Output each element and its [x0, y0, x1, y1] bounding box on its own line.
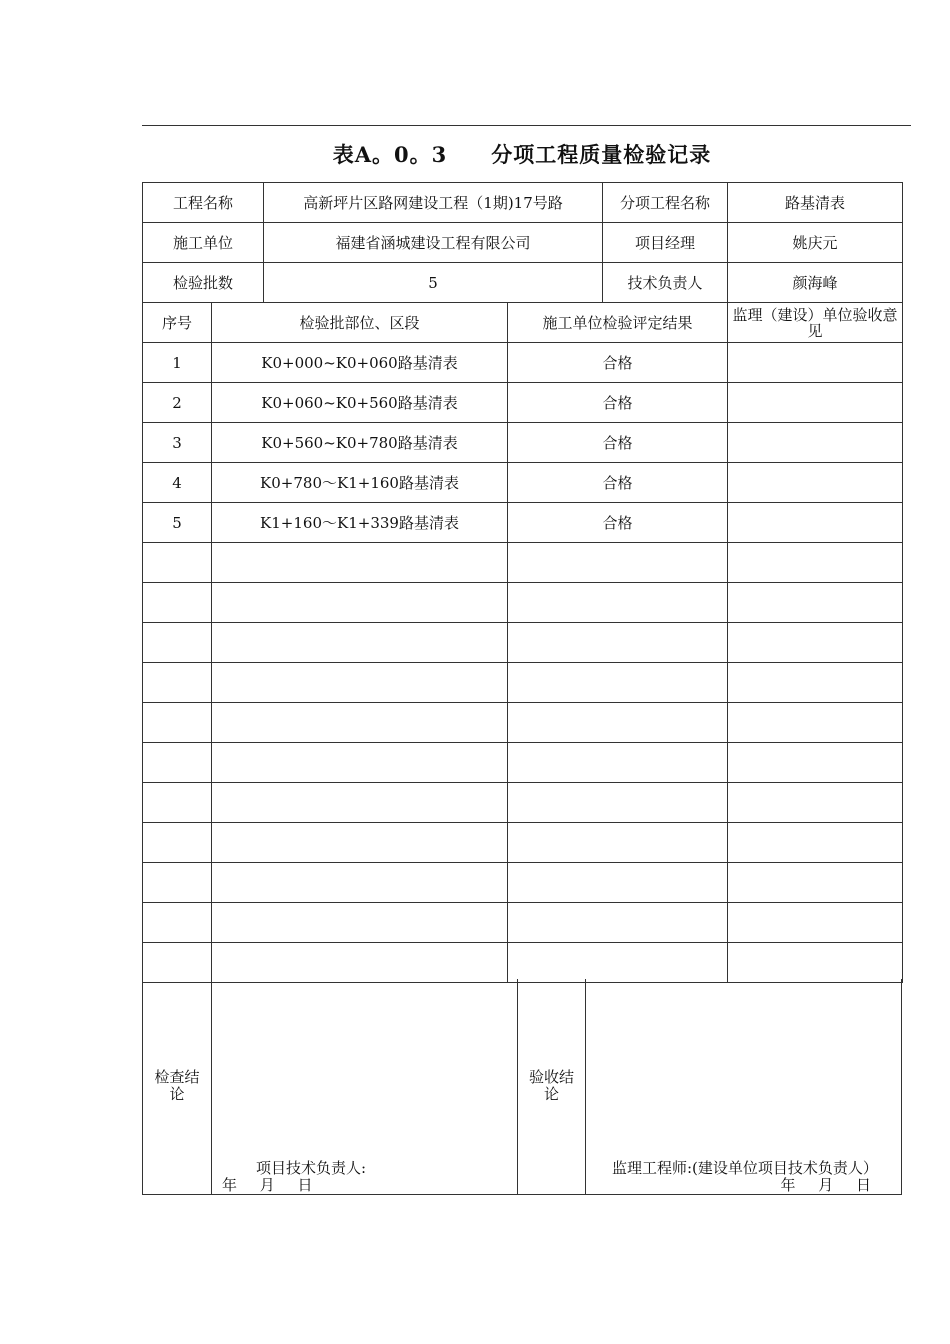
- row-seq: [143, 823, 212, 863]
- row-seq: [143, 663, 212, 703]
- row-location: [212, 783, 508, 823]
- row-location: [212, 743, 508, 783]
- row-opinion[interactable]: [728, 503, 903, 543]
- row-opinion[interactable]: [728, 663, 903, 703]
- row-location: [212, 583, 508, 623]
- row-seq: [143, 703, 212, 743]
- header-row-batch: [143, 263, 903, 303]
- row-location: [212, 663, 508, 703]
- manager-value: 姚庆元: [728, 223, 903, 263]
- row-location: K0+060~K0+560路基清表: [212, 383, 508, 423]
- row-opinion[interactable]: [728, 823, 903, 863]
- acceptance-conclusion-cell: [518, 979, 586, 1194]
- table-row: [143, 503, 903, 543]
- row-result: [508, 903, 728, 943]
- manager-label: 项目经理: [603, 223, 728, 263]
- table-row: [143, 823, 903, 863]
- row-opinion[interactable]: [728, 943, 903, 983]
- table-row: [143, 623, 903, 663]
- check-signature-block: [222, 1160, 511, 1194]
- row-location: [212, 623, 508, 663]
- row-opinion[interactable]: [728, 463, 903, 503]
- row-opinion[interactable]: [728, 543, 903, 583]
- row-result: 合格: [508, 423, 728, 463]
- tech-lead-value: 颜海峰: [728, 263, 903, 303]
- row-location: [212, 543, 508, 583]
- check-conclusion-cell: [143, 979, 212, 1194]
- row-seq: [143, 743, 212, 783]
- row-location: [212, 943, 508, 983]
- row-location: K1+160～K1+339路基清表: [212, 503, 508, 543]
- row-seq: [143, 623, 212, 663]
- form-title: [142, 140, 902, 170]
- table-row: [143, 703, 903, 743]
- row-location: [212, 863, 508, 903]
- row-seq: 4: [143, 463, 212, 503]
- row-seq: [143, 783, 212, 823]
- form-name: 分项工程质量检验记录: [491, 142, 712, 167]
- row-opinion[interactable]: [728, 423, 903, 463]
- header-row-project: [143, 183, 903, 223]
- batch-count-value: 5: [264, 263, 603, 303]
- check-signer-label: 项目技术负责人:: [256, 1159, 367, 1177]
- acceptance-conclusion-body[interactable]: [586, 979, 901, 1194]
- conclusion-section: [142, 979, 902, 1195]
- table-row: [143, 743, 903, 783]
- row-location: K0+000~K0+060路基清表: [212, 343, 508, 383]
- row-seq: [143, 943, 212, 983]
- row-opinion[interactable]: [728, 783, 903, 823]
- row-opinion[interactable]: [728, 743, 903, 783]
- form-code: 表A。0。3: [332, 142, 448, 167]
- check-date: 年 月 日: [222, 1176, 313, 1194]
- row-result: [508, 943, 728, 983]
- row-seq: 2: [143, 383, 212, 423]
- row-result: [508, 783, 728, 823]
- row-opinion[interactable]: [728, 903, 903, 943]
- column-supervisor-opinion: 监理（建设）单位验收意见: [728, 303, 903, 343]
- row-opinion[interactable]: [728, 383, 903, 423]
- table-row: [143, 423, 903, 463]
- row-seq: 5: [143, 503, 212, 543]
- table-row: [143, 383, 903, 423]
- row-result: [508, 743, 728, 783]
- row-location: [212, 903, 508, 943]
- row-result: [508, 863, 728, 903]
- column-contractor-result: 施工单位检验评定结果: [508, 303, 728, 343]
- row-opinion[interactable]: [728, 863, 903, 903]
- table-row: [143, 863, 903, 903]
- row-seq: 1: [143, 343, 212, 383]
- inspection-table: [142, 182, 903, 983]
- row-result: [508, 663, 728, 703]
- subitem-name-value: 路基清表: [728, 183, 903, 223]
- acceptance-date: 年 月 日: [780, 1176, 871, 1194]
- contractor-label: 施工单位: [143, 223, 264, 263]
- row-result: 合格: [508, 383, 728, 423]
- project-name-value: 高新坪片区路网建设工程（1期)17号路: [264, 183, 603, 223]
- row-location: [212, 703, 508, 743]
- data-rows: [143, 343, 903, 983]
- row-result: 合格: [508, 343, 728, 383]
- row-result: [508, 623, 728, 663]
- table-row: [143, 943, 903, 983]
- header-row-contractor: [143, 223, 903, 263]
- tech-lead-label: 技术负责人: [603, 263, 728, 303]
- table-row: [143, 343, 903, 383]
- row-seq: [143, 863, 212, 903]
- table-row: [143, 583, 903, 623]
- column-header-row: [143, 303, 903, 343]
- row-seq: 3: [143, 423, 212, 463]
- row-seq: [143, 903, 212, 943]
- acceptance-conclusion-label: 验收结论: [528, 1068, 574, 1103]
- row-result: [508, 823, 728, 863]
- row-opinion[interactable]: [728, 583, 903, 623]
- row-result: 合格: [508, 503, 728, 543]
- row-result: [508, 583, 728, 623]
- row-result: 合格: [508, 463, 728, 503]
- column-seq: 序号: [143, 303, 212, 343]
- row-seq: [143, 583, 212, 623]
- row-result: [508, 703, 728, 743]
- row-location: K0+780～K1+160路基清表: [212, 463, 508, 503]
- table-row: [143, 543, 903, 583]
- table-row: [143, 903, 903, 943]
- row-opinion[interactable]: [728, 703, 903, 743]
- top-rule: [142, 125, 911, 126]
- column-location: 检验批部位、区段: [212, 303, 508, 343]
- subitem-name-label: 分项工程名称: [603, 183, 728, 223]
- acceptance-signer-label: 监理工程师:(建设单位项目技术负责人）: [612, 1159, 878, 1177]
- table-row: [143, 783, 903, 823]
- check-conclusion-body[interactable]: [212, 979, 518, 1194]
- table-row: [143, 463, 903, 503]
- row-seq: [143, 543, 212, 583]
- project-name-label: 工程名称: [143, 183, 264, 223]
- row-location: K0+560~K0+780路基清表: [212, 423, 508, 463]
- row-location: [212, 823, 508, 863]
- batch-count-label: 检验批数: [143, 263, 264, 303]
- acceptance-signature-block: [596, 1160, 895, 1194]
- row-opinion[interactable]: [728, 623, 903, 663]
- contractor-value: 福建省涵城建设工程有限公司: [264, 223, 603, 263]
- table-row: [143, 663, 903, 703]
- row-result: [508, 543, 728, 583]
- row-opinion[interactable]: [728, 343, 903, 383]
- check-conclusion-label: 检查结论: [154, 1068, 200, 1103]
